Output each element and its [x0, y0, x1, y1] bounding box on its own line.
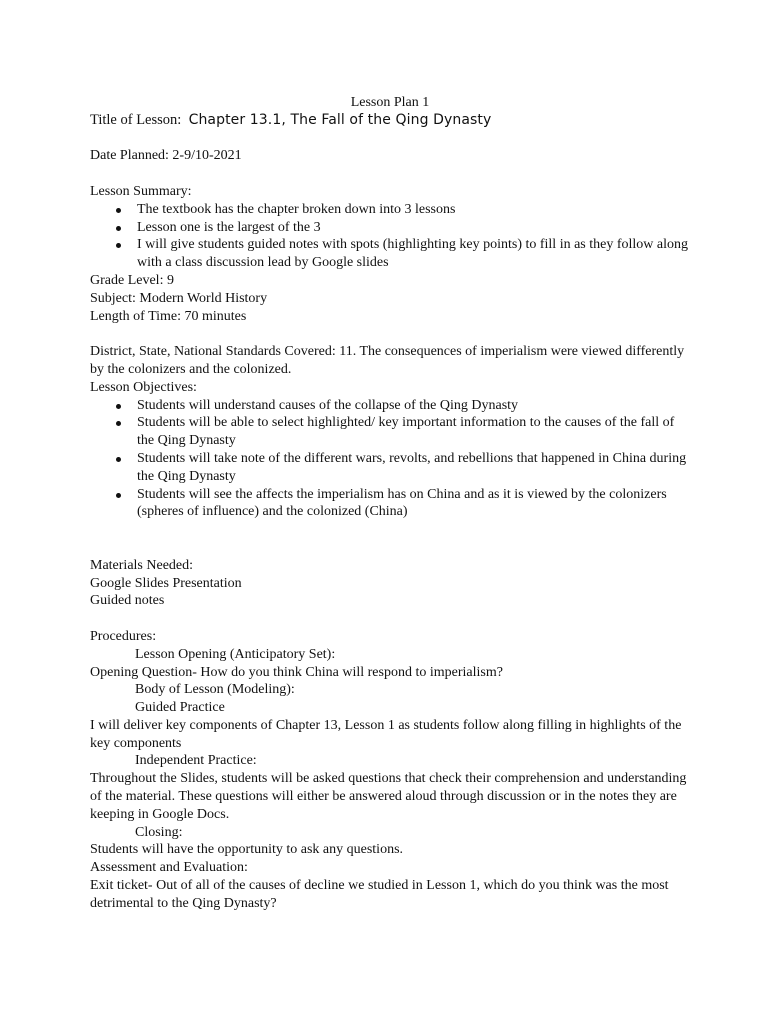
material-item: Google Slides Presentation [90, 575, 242, 591]
guided-label: Guided Practice [135, 700, 225, 716]
materials-label: Materials Needed: [90, 557, 194, 573]
list-item: The textbook has the chapter broken down into 3 lessons [90, 201, 690, 219]
bullet-icon [116, 226, 121, 231]
grade-level: Grade Level: 9 [90, 272, 174, 288]
list-item: Students will see the affects the imperialism has on China and as it is viewed by the colonizers (spheres of influence) and the colonized (China) [90, 486, 690, 522]
procedures-label: Procedures: [90, 628, 157, 644]
objectives-list [90, 397, 690, 522]
summary-list [90, 201, 690, 272]
subject: Subject: Modern World History [90, 290, 268, 306]
closing-text: Students will have the opportunity to ask any questions. [90, 842, 404, 858]
list-item: Lesson one is the largest of the 3 [90, 219, 690, 237]
lesson-title: Chapter 13.1, The Fall of the Qing Dynasty [188, 111, 492, 128]
list-item: Students will be able to select highlighted/ key important information to the causes of the fall of the Qing Dynasty [90, 414, 690, 450]
list-item: Students will understand causes of the collapse of the Qing Dynasty [90, 397, 690, 415]
bullet-icon [116, 457, 121, 462]
summary-label: Lesson Summary: [90, 183, 192, 199]
bullet-icon [116, 493, 121, 498]
assessment-label: Assessment and Evaluation: [90, 860, 248, 876]
objectives-label: Lesson Objectives: [90, 379, 197, 395]
assessment-text: Exit ticket- Out of all of the causes of decline we studied in Lesson 1, which do you think was the most detrimental to the Qing Dynasty? [90, 878, 669, 911]
bullet-icon [116, 404, 121, 409]
body-label: Body of Lesson (Modeling): [135, 682, 295, 698]
closing-label: Closing: [135, 824, 183, 840]
list-item: I will give students guided notes with spots (highlighting key points) to fill in as they follow along with a class discussion lead by Google slides [90, 236, 690, 272]
independent-label: Independent Practice: [135, 753, 257, 769]
page-heading: Lesson Plan 1 [350, 95, 430, 110]
lesson-title-row [90, 112, 690, 130]
material-item: Guided notes [90, 593, 165, 609]
list-item: Students will take note of the different wars, revolts, and rebellions that happened in China during the Qing Dynasty [90, 450, 690, 486]
guided-text: I will deliver key components of Chapter 13, Lesson 1 as students follow along filling in highlights of the key components [90, 717, 682, 751]
length-of-time: Length of Time: 70 minutes [90, 308, 247, 324]
bullet-icon [116, 208, 121, 213]
bullet-icon [116, 421, 121, 426]
document-body [90, 94, 690, 913]
title-label: Title of Lesson: [90, 111, 182, 128]
standards: District, State, National Standards Covered: 11. The consequences of imperialism were viewed differently by the colonizers and the colonized. [90, 344, 685, 377]
date-planned: Date Planned: 2-9/10-2021 [90, 148, 242, 164]
opening-label: Lesson Opening (Anticipatory Set): [135, 646, 336, 662]
independent-text: Throughout the Slides, students will be asked questions that check their comprehension and understanding of the material. These questions will either be answered aloud through discussion or in the notes they are keeping in Google Docs. [90, 771, 687, 822]
opening-question: Opening Question- How do you think China will respond to imperialism? [90, 664, 503, 680]
bullet-icon [116, 243, 121, 248]
